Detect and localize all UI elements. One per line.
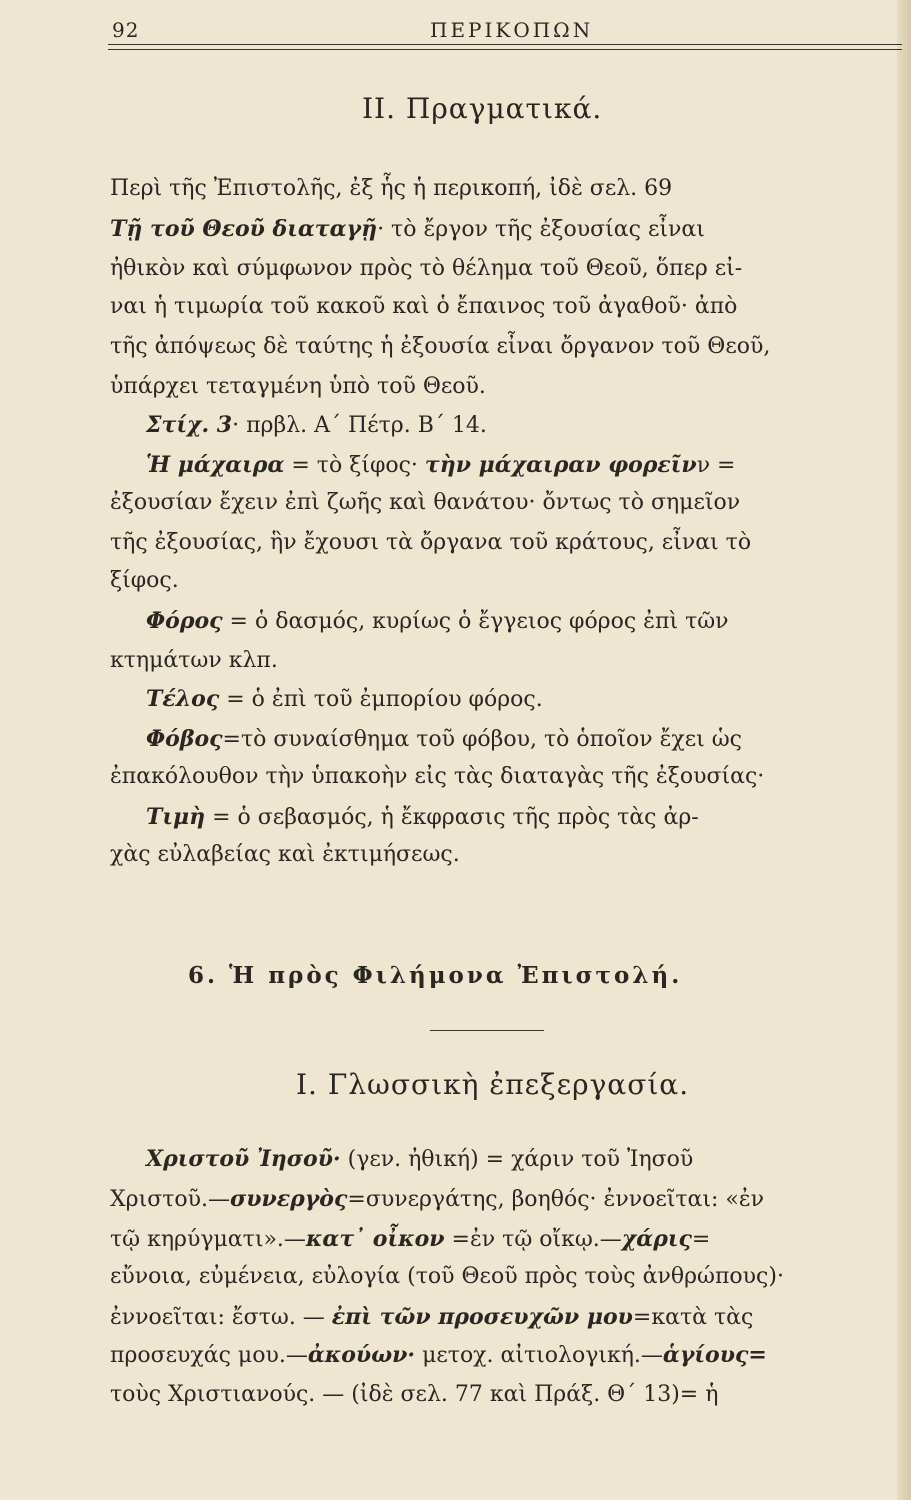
lemma: ἀκούων· xyxy=(307,1342,416,1368)
text-run: = ὁ σεβασμός, ἡ ἔκφρασις τῆς πρὸς τὰς ἀρ- xyxy=(205,805,699,830)
text-line: ὑπάρχει τεταγμένη ὑπὸ τοῦ Θεοῦ. xyxy=(110,374,486,399)
text-line: εὔνοια, εὐμένεια, εὐλογία (τοῦ Θεοῦ πρὸς τοὺς ἀνθρώπους)· xyxy=(110,1264,784,1289)
lemma: Ἡ μάχαιρα xyxy=(146,452,285,478)
text-run: =κατὰ τὰς xyxy=(632,1305,754,1330)
lemma: Τιμὴ xyxy=(146,804,206,830)
text-run: = τὸ ξίφος· xyxy=(284,453,425,478)
text-line xyxy=(146,450,736,481)
lemma: ἐπὶ τῶν προσευχῶν μου xyxy=(331,1304,633,1330)
lemma: Τῇ τοῦ Θεοῦ διαταγῇ xyxy=(110,216,378,242)
text-line: τῆς ἐξουσίας, ἣν ἔχουσι τὰ ὄργανα τοῦ κράτους, εἶναι τὸ xyxy=(110,530,752,555)
lemma: ἁγίους= xyxy=(662,1342,767,1368)
lemma: Χριστοῦ Ἰησοῦ· xyxy=(146,1146,341,1172)
divider-rule xyxy=(430,1030,544,1031)
text-line: Περὶ τῆς Ἐπιστολῆς, ἐξ ἧς ἡ περικοπή, ἰδὲ σελ. 69 xyxy=(110,176,673,201)
text-line xyxy=(146,684,543,715)
section-title-glossiki: I. Γλωσσικὴ ἐπεξεργασία. xyxy=(296,1068,690,1101)
lemma: Φόβος xyxy=(146,726,223,752)
text-run: Χριστοῦ.— xyxy=(110,1187,231,1212)
lemma: Στίχ. 3 xyxy=(146,412,233,438)
lemma: τὴν μάχαιραν φορεῖν xyxy=(424,452,697,478)
lemma: χάρις xyxy=(621,1226,692,1252)
lemma: κατ᾿ οἶκον xyxy=(305,1226,445,1252)
text-line: χὰς εὐλαβείας καὶ ἐκτιμήσεως. xyxy=(110,842,460,867)
running-head: ΠΕΡΙΚΟΠΩΝ xyxy=(430,18,594,42)
text-line: κτημάτων κλπ. xyxy=(110,648,278,673)
text-run: προσευχάς μου.— xyxy=(110,1343,308,1368)
section-title-pragmatika: II. Πραγματικά. xyxy=(362,92,603,125)
text-run: ἐννοεῖται: ἔστω. — xyxy=(110,1305,332,1330)
lemma: Τέλος xyxy=(146,686,220,712)
text-run: · πρβλ. Α΄ Πέτρ. Β΄ 14. xyxy=(232,413,487,438)
chapter-title: 6. Ἡ πρὸς Φιλήμονα Ἐπιστολή. xyxy=(188,962,683,989)
text-line: ἐπακόλουθον τὴν ὑπακοὴν εἰς τὰς διαταγὰς τῆς ἐξουσίας· xyxy=(110,764,765,789)
text-line: ἠθικὸν καὶ σύμφωνον πρὸς τὸ θέλημα τοῦ Θεοῦ, ὅπερ εἰ- xyxy=(110,256,743,281)
text-line: ναι ἡ τιμωρία τοῦ κακοῦ καὶ ὁ ἔπαινος τοῦ ἀγαθοῦ· ἀπὸ xyxy=(110,294,738,319)
text-line xyxy=(146,802,699,833)
text-line: ἐξουσίαν ἔχειν ἐπὶ ζωῆς καὶ θανάτου· ὄντως τὸ σημεῖον xyxy=(110,490,741,515)
text-run: τῷ κηρύγματι».— xyxy=(110,1227,306,1252)
text-line xyxy=(146,1144,693,1175)
page-header xyxy=(112,14,902,44)
text-line xyxy=(110,1224,710,1255)
text-run: =ἐν τῷ οἴκῳ.— xyxy=(444,1227,622,1252)
text-line xyxy=(110,214,705,245)
page-edge-shadow xyxy=(897,0,911,1500)
text-line xyxy=(146,410,487,441)
lemma: Φόρος xyxy=(146,608,223,634)
text-line xyxy=(110,1302,753,1333)
text-line xyxy=(110,1184,764,1215)
text-run: ν = xyxy=(696,453,736,478)
text-line xyxy=(146,724,742,755)
text-run: = xyxy=(691,1227,711,1252)
header-double-rule xyxy=(108,44,902,50)
page-number: 92 xyxy=(112,18,140,42)
lemma: συνεργὸς xyxy=(230,1186,348,1212)
text-line: ξίφος. xyxy=(110,568,179,593)
text-run: =συνεργάτης, βοηθός· ἐννοεῖται: «ἐν xyxy=(347,1187,765,1212)
text-line: τῆς ἀπόψεως δὲ ταύτης ἡ ἐξουσία εἶναι ὄργανον τοῦ Θεοῦ, xyxy=(110,334,771,359)
text-run: μετοχ. αἰτιολογική.— xyxy=(415,1343,663,1368)
text-run: · τὸ ἔργον τῆς ἐξουσίας εἶναι xyxy=(377,217,705,242)
text-line xyxy=(110,1340,767,1371)
text-run: =τὸ συναίσθημα τοῦ φόβου, τὸ ὁποῖον ἔχει ὡς xyxy=(222,727,742,752)
text-run: = ὁ δασμός, κυρίως ὁ ἔγγειος φόρος ἐπὶ τῶν xyxy=(222,609,729,634)
text-run: (γεν. ἠθική) = χάριν τοῦ Ἰησοῦ xyxy=(340,1147,694,1172)
text-line: τοὺς Χριστιανούς. — (ἰδὲ σελ. 77 καὶ Πράξ. Θ΄ 13)= ἡ xyxy=(110,1382,719,1407)
text-run: = ὁ ἐπὶ τοῦ ἐμπορίου φόρος. xyxy=(219,687,543,712)
text-line xyxy=(146,606,729,637)
